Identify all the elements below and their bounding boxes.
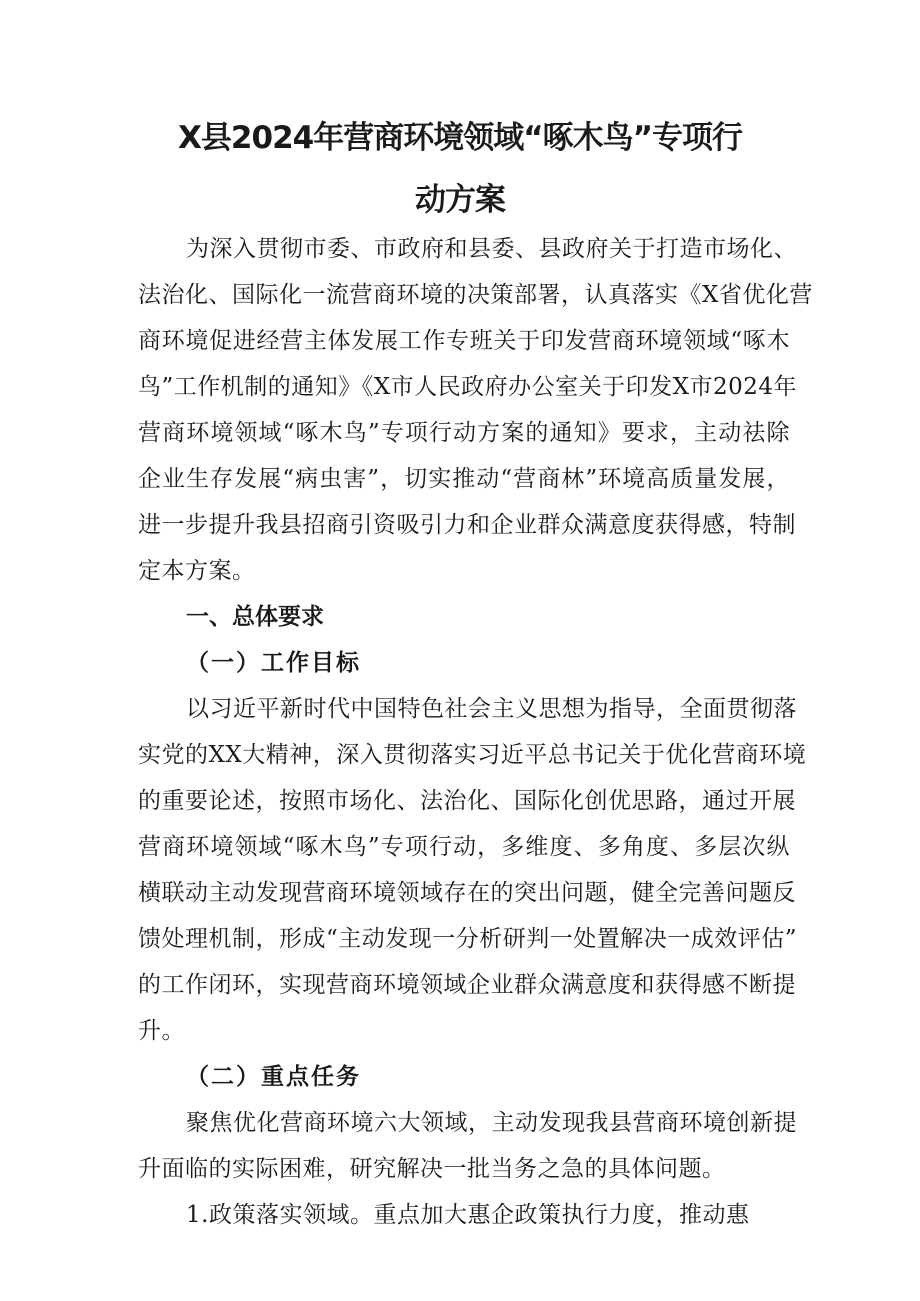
intro-line-4: 鸟”工作机制的通知》《X市人民政府办公室关于印发X市2024年 [138, 374, 798, 400]
intro-line-1: 为深入贯彻市委、市政府和县委、县政府关于打造市场化、 [186, 236, 797, 262]
goals-line-1: 以习近平新时代中国特色社会主义思想为指导，全面贯彻落 [186, 696, 797, 722]
intro-line-7: 进一步提升我县招商引资吸引力和企业群众满意度获得感，特制 [138, 512, 796, 538]
tasks-line-1: 聚焦优化营商环境六大领域，主动发现我县营商环境创新提 [186, 1110, 797, 1136]
intro-line-5: 营商环境领域“啄木鸟”专项行动方案的通知》要求，主动祛除 [138, 420, 790, 446]
goals-line-6: 馈处理机制，形成“主动发现一分析研判一处置解决一成效评估” [138, 926, 798, 952]
document-title-line2: 动方案 [415, 182, 505, 218]
goals-line-3: 的重要论述，按照市场化、法治化、国际化创优思路，通过开展 [138, 788, 796, 814]
subheading-work-goals: （一）工作目标 [186, 649, 361, 676]
tasks-line-2: 升面临的实际困难，研究解决一批当务之急的具体问题。 [138, 1156, 726, 1182]
goals-line-7: 的工作闭环，实现营商环境领域企业群众满意度和获得感不断提 [138, 972, 796, 998]
intro-line-6: 企业生存发展“病虫害”，切实推动“营商林”环境高质量发展， [138, 466, 790, 492]
intro-line-3: 商环境促进经营主体发展工作专班关于印发营商环境领域“啄木 [138, 328, 790, 354]
intro-line-8: 定本方案。 [138, 558, 256, 584]
section-heading-overall-requirements: 一、总体要求 [186, 604, 324, 630]
goals-line-5: 横联动主动发现营商环境领域存在的突出问题，健全完善问题反 [138, 880, 796, 906]
subheading-key-tasks: （二）重点任务 [186, 1063, 361, 1090]
intro-line-2: 法治化、国际化一流营商环境的决策部署，认真落实《X省优化营 [138, 282, 813, 308]
task-item-1-policy: 1.政策落实领域。重点加大惠企政策执行力度，推动惠 [186, 1202, 750, 1228]
goals-line-8: 升。 [138, 1018, 185, 1044]
goals-line-2: 实党的XX大精神，深入贯彻落实习近平总书记关于优化营商环境 [138, 742, 807, 768]
document-title-line1: X县2024年营商环境领域“啄木鸟”专项行 [178, 120, 742, 156]
goals-line-4: 营商环境领域“啄木鸟”专项行动，多维度、多角度、多层次纵 [138, 834, 790, 860]
